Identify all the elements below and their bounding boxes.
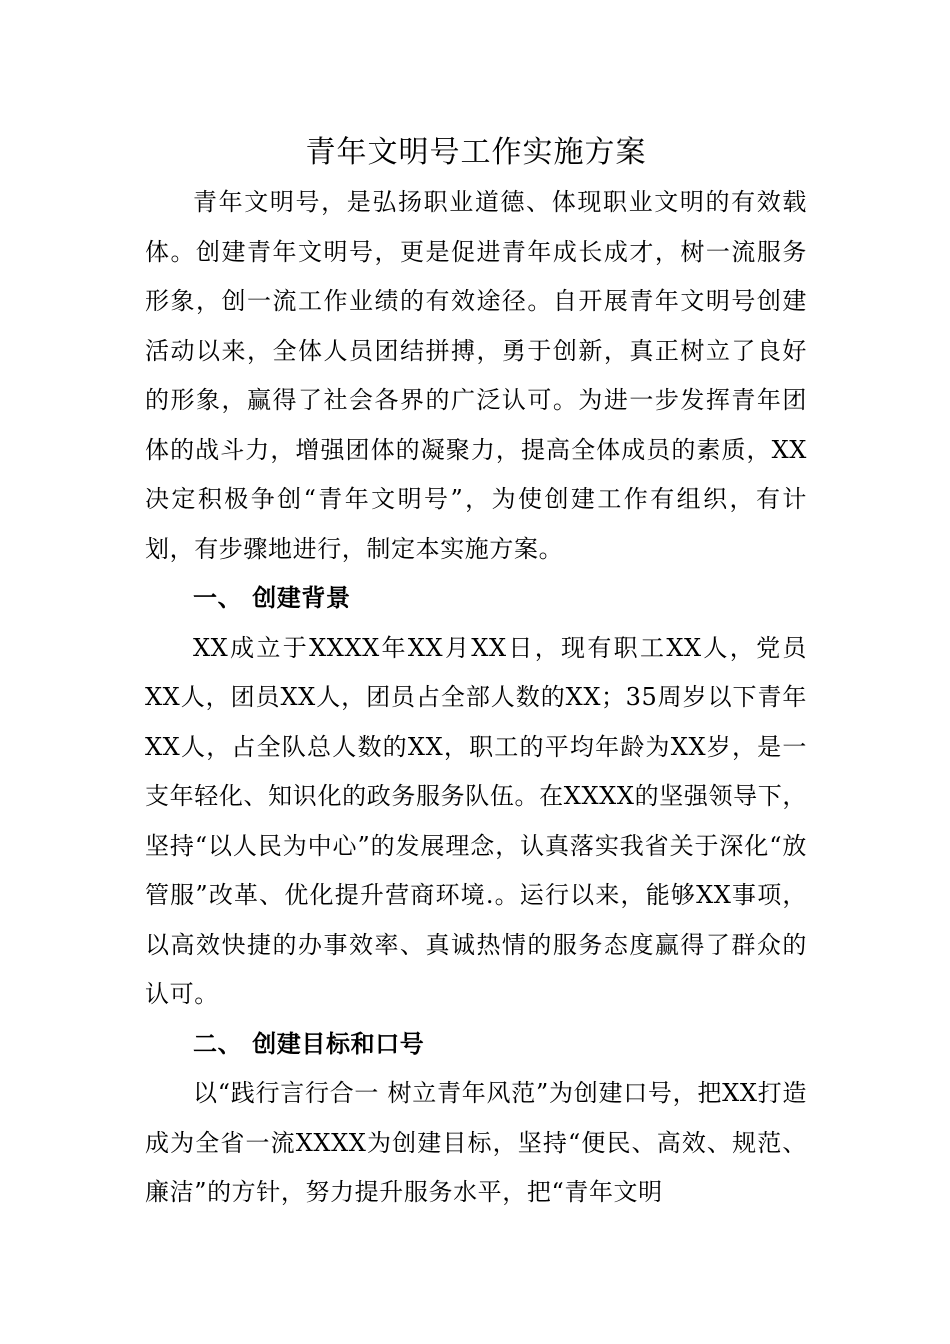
section-title: 创建背景	[252, 584, 351, 612]
section-heading-background	[145, 574, 807, 624]
document-body	[145, 128, 807, 1218]
intro-paragraph: 青年文明号，是弘扬职业道德、体现职业文明的有效载体。创建青年文明号，更是促进青年成长成才，树一流服务形象，创一流工作业绩的有效途径。自开展青年文明号创建活动以来，全体人员团结拼搏，勇于创新，真正树立了良好的形象，赢得了社会各界的广泛认可。为进一步发挥青年团体的战斗力，增强团体的凝聚力，提高全体成员的素质，XX决定积极争创“青年文明号”，为使创建工作有组织，有计划，有步骤地进行，制定本实施方案。	[145, 188, 807, 563]
section-paragraph-background: XX成立于XXXX年XX月XX日，现有职工XX人，党员XX人，团员XX人，团员占全部人数的XX；35周岁以下青年XX人，占全队总人数的XX，职工的平均年龄为XX岁，是一支年轻化、知识化的政务服务队伍。在XXXX的坚强领导下，坚持“以人民为中心”的发展理念，认真落实我省关于深化“放管服”改革、优化提升营商环境.。运行以来，能够XX事项，以高效快捷的办事效率、真诚热情的服务态度赢得了群众的认可。	[145, 633, 807, 1008]
section-heading-goals	[145, 1020, 807, 1070]
section-title: 创建目标和口号	[252, 1029, 425, 1058]
section-number: 一、	[193, 584, 243, 612]
document-title: 青年文明号工作实施方案	[305, 135, 647, 170]
section-number: 二、	[193, 1029, 243, 1058]
section-paragraph-goals: 以“践行言行合一 树立青年风范”为创建口号，把XX打造成为全省一流XXXX为创建目标，坚持“便民、高效、规范、廉洁”的方针，努力提升服务水平，把“青年文明	[145, 1079, 807, 1206]
